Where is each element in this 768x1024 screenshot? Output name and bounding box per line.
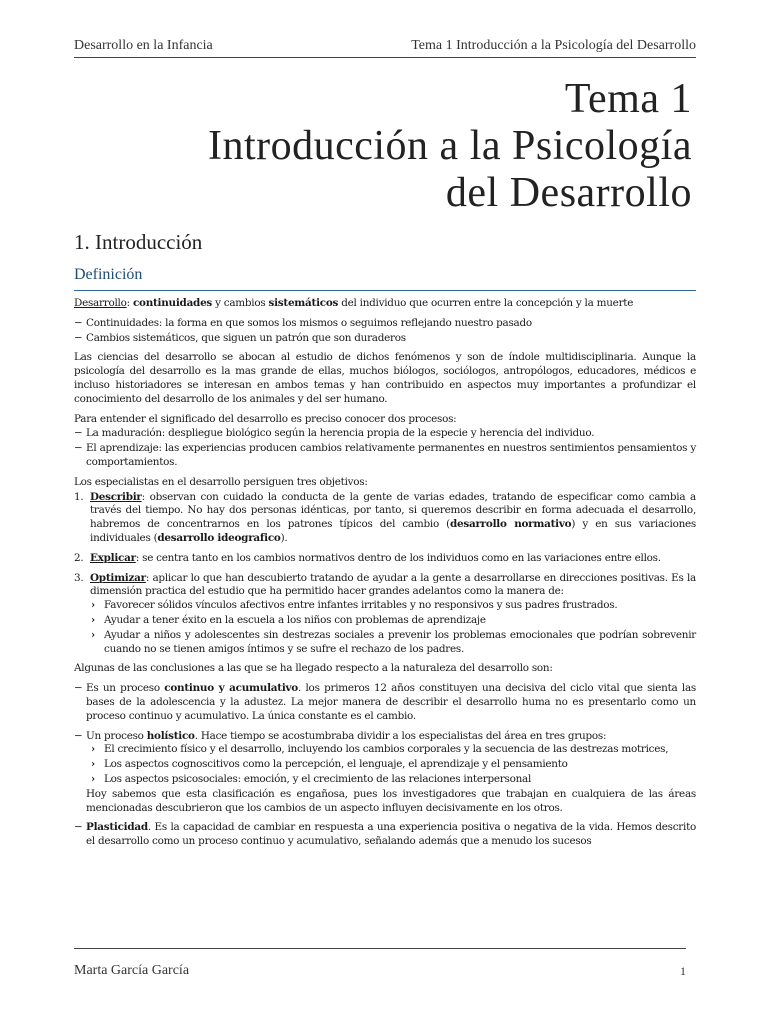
list-item: › Los aspectos cognoscitivos como la percepción, el lenguaje, el aprendizaje y el pensamiento (74, 758, 696, 772)
paragraph: Para entender el significado del desarrollo es preciso conocer dos procesos: (74, 412, 457, 425)
definition-paragraph: Desarrollo: continuidades y cambios sistemáticos del individuo que ocurren entre la concepción y la muerte (74, 297, 634, 309)
conclusions-list (74, 682, 696, 849)
chapter-title (208, 76, 692, 217)
paragraph: Algunas de las conclusiones a las que se ha llegado respecto a la naturaleza del desarrollo son: (74, 662, 553, 675)
footer-author: Marta García García (74, 963, 190, 978)
chapter-title-line-1: Tema 1 (564, 76, 692, 122)
conclusion-item: − Es un proceso continuo y acumulativo. los primeros 12 años constituyen una decisiva del ciclo vital que sienta las bases de la adolescencia y la adustez. La mejor manera de describir el desarrollo huma no es presentarlo como un proceso continuo y acumulativo. La única constante es el cambio. (74, 682, 696, 723)
optimize-sublist (74, 599, 696, 656)
chapter-title-line-3: del Desarrollo (445, 170, 692, 216)
running-footer (74, 948, 686, 979)
objective-item: 2. Explicar: se centra tanto en los cambios normativos dentro de los individuos como en las variaciones entre ellos. (74, 551, 661, 564)
definition-term: Desarrollo (74, 297, 127, 309)
paragraph: Hoy sabemos que esta clasificación es engañosa, pues los investigadores que trabajan en cualquiera de las áreas mencionadas descubrieron que los cambios de un aspecto influyen decisivamente en los otros. (86, 787, 696, 814)
conclusion-item: − Plasticidad. Es la capacidad de cambiar en respuesta a una experiencia positiva o negativa de la vida. Hemos descrito el desarrollo como un proceso continuo y acumulativo, señalando además que a menudo los sucesos (74, 821, 696, 849)
conclusion-item: − Un proceso holístico. Hace tiempo se acostumbraba dividir a los especialistas del área en tres grupos: › El crecimiento físico y el desarrollo, incluyendo los cambios corporales y la secuencia de las destrezas motrices, › Los aspectos cognoscitivos como la percepción, el lenguaje, el aprendizaje y el pensamiento › Los aspectos psicosociales: emoción, y el crecimiento de las relaciones interpersonal Hoy sabemos que esta clasificación es engañosa, pues los investigadores que trabajan en cualquiera de las áreas mencionadas descubrieron que los cambios de un aspecto influyen decisivamente en los otros. (74, 730, 696, 816)
page-number: 1 (680, 964, 686, 978)
list-item: − El aprendizaje: las experiencias producen cambios relativamente permanentes en nuestros sentimientos pensamientos y comportamientos. (74, 442, 696, 470)
document-body (74, 297, 696, 855)
list-item: − Continuidades: la forma en que somos los mismos o seguimos reflejando nuestro pasado (74, 317, 696, 331)
section-heading: 1. Introducción (74, 230, 203, 254)
list-item: › Ayudar a tener éxito en la escuela a los niños con problemas de aprendizaje (74, 614, 696, 628)
list-item: › Favorecer sólidos vínculos afectivos entre infantes irritables y no responsivos y sus padres frustrados. (74, 599, 696, 613)
running-header (74, 30, 696, 58)
paragraph: Las ciencias del desarrollo se abocan al estudio de dichos fenómenos y son de índole multidisciplinaria. Aunque la psicología del desarrollo es la mas grande de ellas, muchos biólogos, sociólogos, antropólogos, educadores, médicos e incluso historiadores se interesan en ambos temas y han contribuido en aspectos muy importantes a profundizar el conocimiento del desarrollo de los animales y del ser humano. (74, 351, 696, 405)
objective-term: Optimizar (90, 571, 146, 584)
list-item: › Ayudar a niños y adolescentes sin destrezas sociales a prevenir los problemas emocionales que podrían sobrevenir cuando no se tienen amigos íntimos y se sufre el rechazo de los padres. (74, 629, 696, 657)
subsection-heading: Definición (74, 266, 696, 291)
chapter-title-line-2: Introducción a la Psicología (207, 123, 692, 169)
header-course-title: Desarrollo en la Infancia (74, 38, 213, 53)
holistic-sublist (74, 743, 696, 786)
objectives-list (74, 491, 696, 657)
list-item: › El crecimiento físico y el desarrollo, incluyendo los cambios corporales y la secuencia de las destrezas motrices, (74, 743, 696, 757)
list-item: − Cambios sistemáticos, que siguen un patrón que son duraderos (74, 332, 696, 346)
header-chapter-title: Tema 1 Introducción a la Psicología del Desarrollo (411, 38, 696, 53)
definition-list (74, 317, 696, 346)
objective-item: 1. Describir: observan con cuidado la conducta de la gente de varias edades, tratando de especificar como cambia a través del tiempo. No hay dos personas idénticas, por tanto, si queremos describir en forma adecuada el desarrollo, habremos de concentrarnos en los patrones típicos del cambio (desarrollo normativo) y en sus variaciones individuales (desarrollo ideografico). (74, 490, 696, 544)
objective-term: Describir (90, 490, 142, 503)
objective-term: Explicar (90, 551, 136, 564)
list-item: › Los aspectos psicosociales: emoción, y el crecimiento de las relaciones interpersonal (74, 773, 696, 787)
list-item: − La maduración: despliegue biológico según la herencia propia de la especie y herencia del individuo. (74, 427, 696, 441)
objective-item: 3. Optimizar: aplicar lo que han descubierto tratando de ayudar a la gente a desarrollarse en direcciones positivas. Es la dimensión practica del estudio que ha permitido hacer grandes adelantos como la manera de: › Favorecer sólidos vínculos afectivos entre infantes irritables y no responsivos y sus padres frustrados. › Ayudar a tener éxito en la escuela a los niños con problemas de aprendizaje › Ayudar a niños y adolescentes sin destrezas sociales a prevenir los problemas emocionales que podrían sobrevenir cuando no se tienen amigos íntimos y se sufre el rechazo de los padres. (74, 572, 696, 657)
paragraph: Los especialistas en el desarrollo persiguen tres objetivos: (74, 475, 368, 488)
processes-list (74, 427, 696, 469)
